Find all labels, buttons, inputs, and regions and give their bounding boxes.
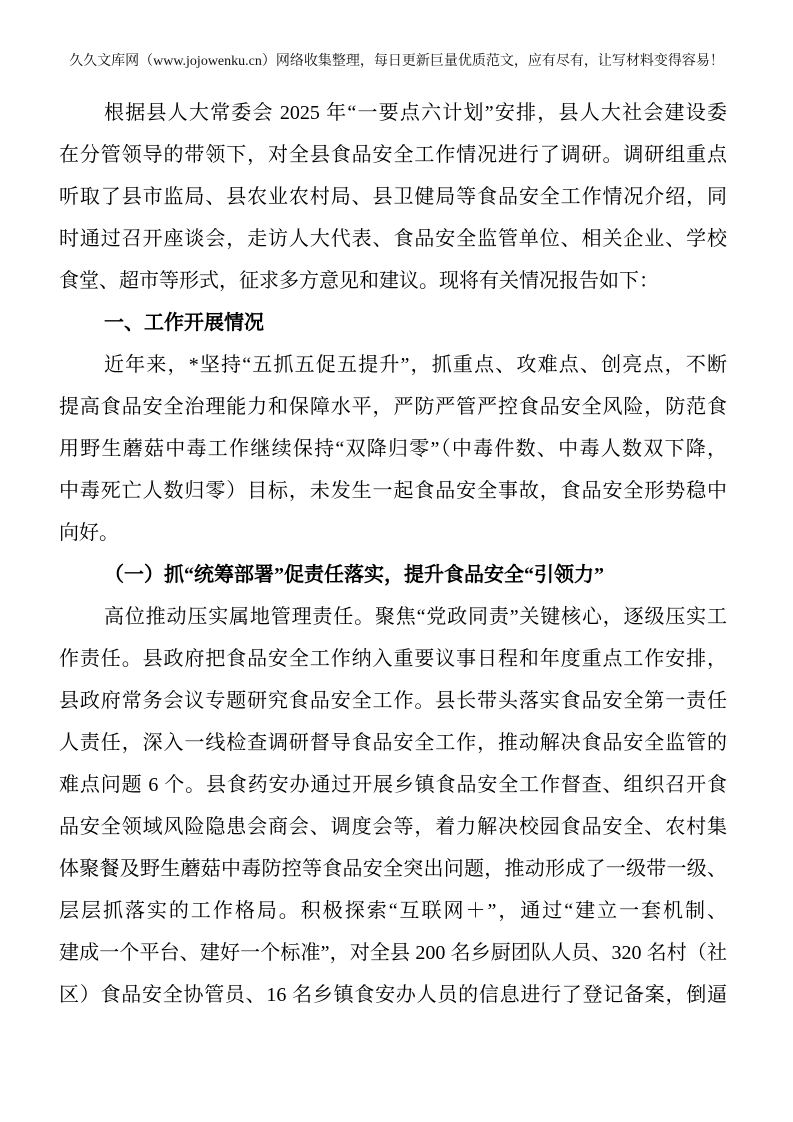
text-line: 高位推动压实属地管理责任。聚焦“党政同责”关键核心，逐级压实工 <box>104 606 727 628</box>
text-line: 建成一个平台、建好一个标准”，对全县 200 名乡厨团队人员、320 名村（社 <box>59 942 727 964</box>
text-line: 在分管领导的带领下，对全县食品安全工作情况进行了调研。调研组重点 <box>59 144 727 166</box>
text-line: 区）食品安全协管员、16 名乡镇食安办人员的信息进行了登记备案，倒逼 <box>59 984 727 1006</box>
text-line: 层层抓落实的工作格局。积极探索“互联网＋”，通过“建立一套机制、 <box>59 900 727 922</box>
section-heading: （一）抓“统筹部署”促责任落实，提升食品安全“引领力” <box>104 564 604 586</box>
text-line: 用野生蘑菇中毒工作继续保持“双降归零”（中毒件数、中毒人数双下降， <box>59 438 727 460</box>
text-line: 食堂、超市等形式，征求多方意见和建议。现将有关情况报告如下： <box>59 270 659 292</box>
document-body <box>59 92 727 1016</box>
text-line: 体聚餐及野生蘑菇中毒防控等食品安全突出问题，推动形成了一级带一级、 <box>59 858 727 880</box>
text-line: 时通过召开座谈会，走访人大代表、食品安全监管单位、相关企业、学校 <box>59 228 727 250</box>
section-heading: 一、工作开展情况 <box>104 312 264 334</box>
text-line: 向好。 <box>59 522 119 544</box>
text-line: 根据县人大常委会 2025 年“一要点六计划”安排，县人大社会建设委 <box>104 102 727 124</box>
text-line: 听取了县市监局、县农业农村局、县卫健局等食品安全工作情况介绍，同 <box>59 186 727 208</box>
text-line: 提高食品安全治理能力和保障水平，严防严管严控食品安全风险，防范食 <box>59 396 727 418</box>
header-note: 久久文库网（www.jojowenku.cn）网络收集整理，每日更新巨量优质范文，应有尽有，让写材料变得容易！ <box>69 54 724 69</box>
text-line: 作责任。县政府把食品安全工作纳入重要议事日程和年度重点工作安排， <box>59 648 727 670</box>
text-line: 县政府常务会议专题研究食品安全工作。县长带头落实食品安全第一责任 <box>59 690 727 712</box>
text-line: 品安全领域风险隐患会商会、调度会等，着力解决校园食品安全、农村集 <box>59 816 727 838</box>
text-line: 人责任，深入一线检查调研督导食品安全工作，推动解决食品安全监管的 <box>59 732 727 754</box>
text-line: 中毒死亡人数归零）目标，未发生一起食品安全事故，食品安全形势稳中 <box>59 480 727 502</box>
text-line: 难点问题 6 个。县食药安办通过开展乡镇食品安全工作督查、组织召开食 <box>59 774 727 796</box>
text-line: 近年来，*坚持“五抓五促五提升”，抓重点、攻难点、创亮点，不断 <box>104 354 727 376</box>
